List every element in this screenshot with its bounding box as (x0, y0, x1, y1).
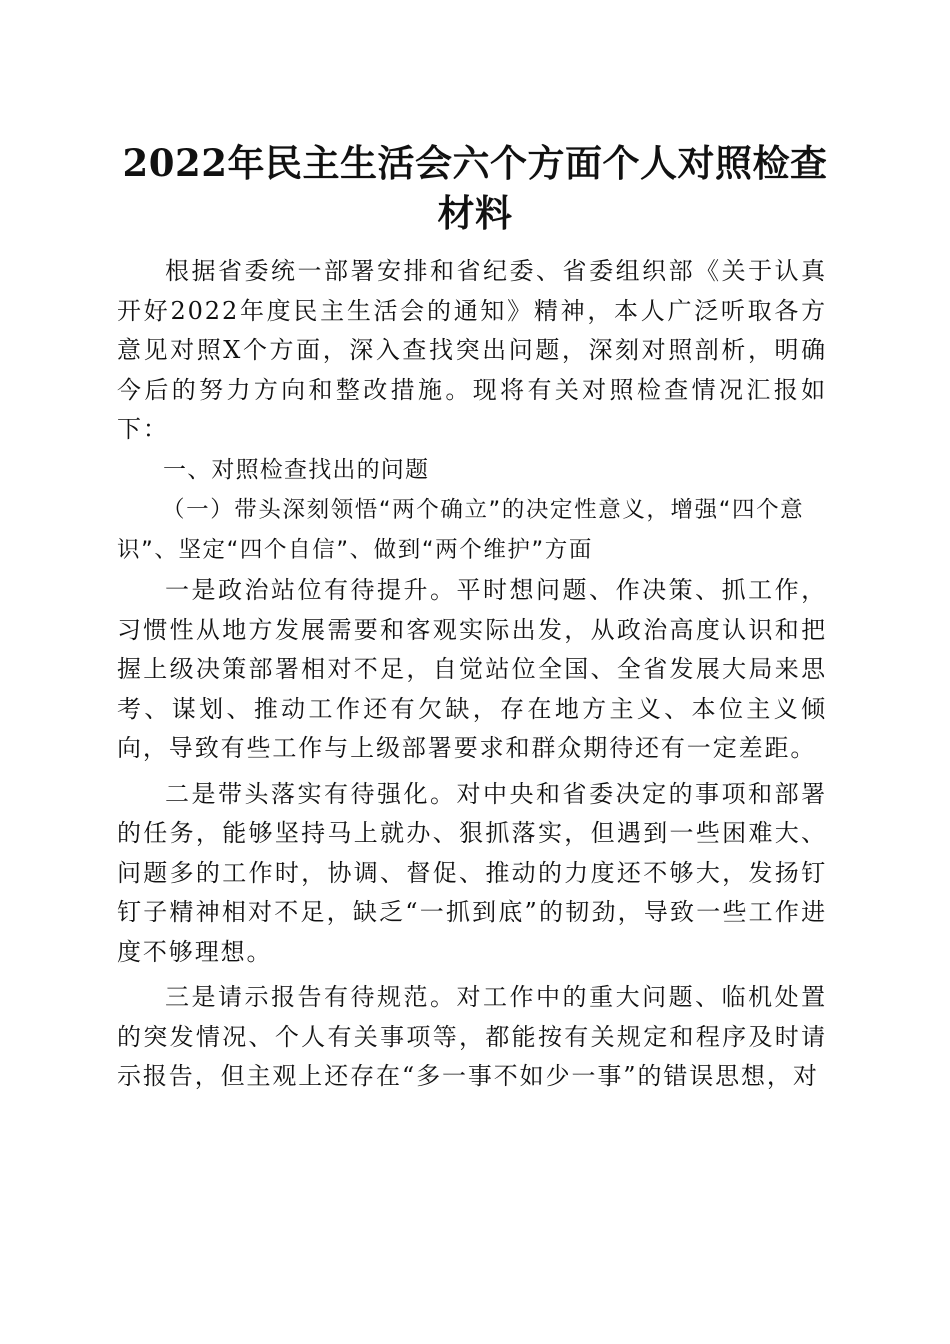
document-body (117, 252, 827, 1098)
subsection-heading: （一）带头深刻领悟“两个确立”的决定性意义，增强“四个意识”、坚定“四个自信”、做到“两个维护”方面 (117, 497, 805, 563)
problem-lead-1: 一是政治站位有待提升。 (165, 576, 457, 604)
problem-paragraph-1 (117, 571, 827, 769)
problem-paragraph-2 (117, 775, 827, 973)
problem-text-2: 对中央和省委决定的事项和部署的任务，能够坚持马上就办、狠抓落实，但遇到一些困难大、问题多的工作时，协调、督促、推动的力度还不够大，发扬钉钉子精神相对不足，缺乏“一抓到底”的韧劲，导致一些工作进度不够理想。 (117, 779, 827, 966)
problem-lead-2: 二是带头落实有待强化。 (165, 779, 457, 808)
section-heading: 一、对照检查找出的问题 (163, 456, 430, 483)
problem-paragraph-3 (117, 978, 827, 1097)
problem-text-1: 平时想问题、作决策、抓工作，习惯性从地方发展需要和客观实际出发，从政治高度认识和把握上级决策部署相对不足，自觉站位全国、全省发展大局来思考、谋划、推动工作还有欠缺，存在地方主义、本位主义倾向，导致有些工作与上级部署要求和群众期待还有一定差距。 (117, 576, 827, 762)
problem-text-3: 对工作中的重大问题、临机处置的突发情况、个人有关事项等，都能按有关规定和程序及时请示报告，但主观上还存在“多一事不如少一事”的错误思想，对 (117, 983, 827, 1090)
problem-lead-3: 三是请示报告有待规范。 (165, 983, 457, 1011)
intro-paragraph: 根据省委统一部署安排和省纪委、省委组织部《关于认真开好2022年度民主生活会的通知》精神，本人广泛听取各方意见对照X个方面，深入查找突出问题，深刻对照剖析，明确今后的努力方向和整改措施。现将有关对照检查情况汇报如下： (117, 257, 827, 443)
document-title: 2022年民主生活会六个方面个人对照检查材料 (122, 141, 828, 235)
